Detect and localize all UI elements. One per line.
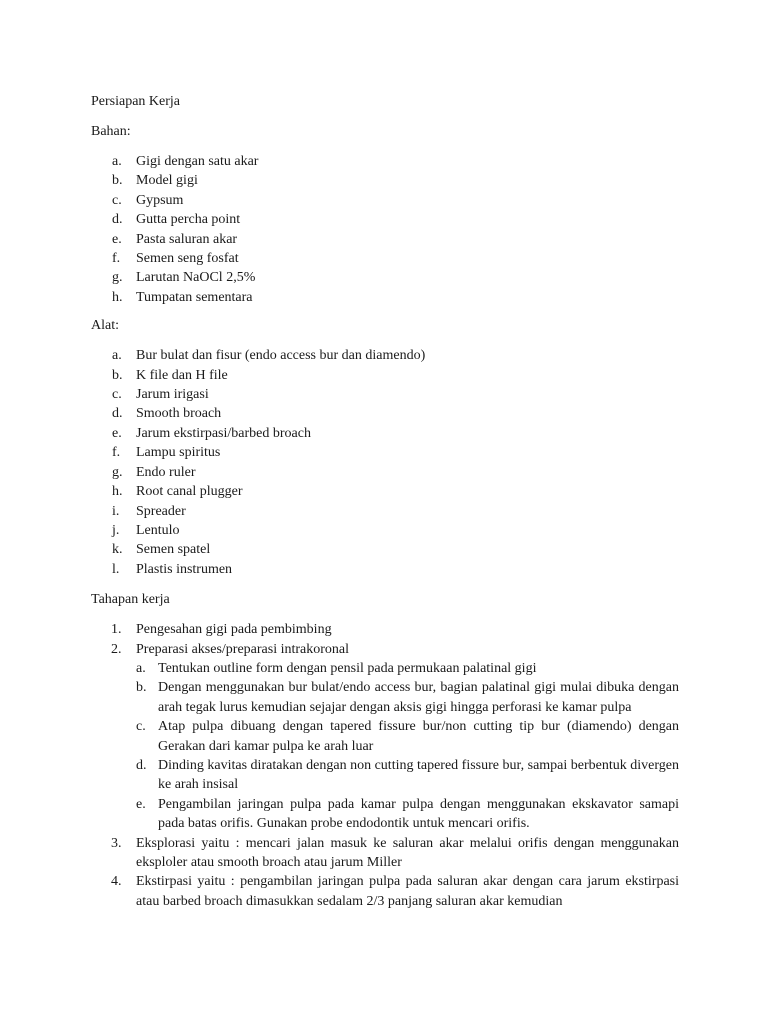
step-item: [91, 872, 679, 911]
list-item: [91, 424, 679, 443]
substep-text: Atap pulpa dibuang dengan tapered fissure bur/non cutting tip bur (diamendo) dengan Gerakan dari kamar pulpa ke arah luar: [158, 719, 679, 754]
substep-item: [136, 659, 679, 678]
substep-text: Tentukan outline form dengan pensil pada permukaan palatinal gigi: [158, 660, 537, 676]
list-marker: d.: [112, 212, 123, 228]
list-marker: f.: [112, 251, 121, 267]
list-item: [91, 540, 679, 559]
list-item: [91, 152, 679, 171]
list-marker: i.: [112, 503, 120, 519]
step-text: Preparasi akses/preparasi intrakoronal: [136, 641, 350, 657]
list-item: [91, 210, 679, 229]
substep-marker: a.: [136, 660, 146, 676]
step-text: Pengesahan gigi pada pembimbing: [136, 622, 332, 638]
list-marker: f.: [112, 445, 121, 461]
bahan-heading: Bahan:: [91, 124, 131, 139]
list-item-text: Pasta saluran akar: [136, 231, 238, 247]
step-text: Eksplorasi yaitu : mencari jalan masuk ke saluran akar melalui orifis dengan menggunakan eksploler atau smooth broach atau jarum Miller: [136, 835, 679, 870]
list-item-text: Lampu spiritus: [136, 445, 221, 461]
step-item: [91, 640, 679, 834]
list-item-text: Endo ruler: [136, 464, 196, 480]
list-item: [91, 404, 679, 423]
tahapan-list: [91, 620, 679, 911]
list-item: [91, 268, 679, 287]
step-marker: 1.: [111, 622, 122, 638]
list-item-text: Gypsum: [136, 192, 184, 208]
alat-list: [91, 346, 679, 579]
tahapan-heading: Tahapan kerja: [91, 592, 170, 608]
list-marker: h.: [112, 289, 123, 305]
list-item: [91, 560, 679, 579]
list-marker: l.: [112, 561, 120, 577]
list-marker: g.: [112, 270, 123, 286]
document-page: [91, 92, 679, 911]
substep-item: [136, 717, 679, 756]
list-marker: g.: [112, 464, 123, 480]
substep-text: Pengambilan jaringan pulpa pada kamar pulpa dengan menggunakan ekskavator samapi pada batas orifis. Gunakan probe endodontik untuk mencari orifis.: [158, 796, 679, 832]
list-item-text: Tumpatan sementara: [136, 289, 253, 305]
list-marker: h.: [112, 484, 123, 500]
list-item-text: Model gigi: [136, 173, 198, 189]
list-marker: a.: [112, 154, 122, 169]
list-item: [91, 443, 679, 462]
list-item: [91, 230, 679, 249]
step-item: [91, 620, 679, 639]
list-marker: a.: [112, 348, 122, 364]
substep-item: [136, 678, 679, 717]
list-item-text: Larutan NaOCl 2,5%: [136, 270, 256, 286]
list-item-text: K file dan H file: [136, 367, 228, 383]
list-item: [91, 288, 679, 307]
list-item: [91, 346, 679, 365]
list-item-text: Semen seng fosfat: [136, 251, 239, 267]
list-item: [91, 171, 679, 190]
list-item: [91, 366, 679, 385]
step-marker: 2.: [111, 641, 122, 657]
list-marker: b.: [112, 173, 123, 189]
substep-marker: b.: [136, 680, 147, 696]
list-item: [91, 521, 679, 540]
document-title: Persiapan Kerja: [91, 94, 181, 109]
substep-item: [136, 795, 679, 834]
bahan-list: [91, 152, 679, 307]
alat-heading: Alat:: [91, 318, 119, 334]
substep-marker: c.: [136, 719, 146, 735]
list-marker: e.: [112, 425, 122, 441]
list-item: [91, 191, 679, 210]
list-item-text: Jarum irigasi: [136, 387, 209, 403]
substep-list: [136, 659, 679, 834]
list-marker: e.: [112, 231, 122, 247]
list-item: [91, 463, 679, 482]
list-marker: c.: [112, 192, 122, 208]
substep-text: Dinding kavitas diratakan dengan non cutting tapered fissure bur, sampai berbentuk divergen ke arah insisal: [158, 757, 679, 793]
list-item-text: Smooth broach: [136, 406, 222, 422]
substep-marker: d.: [136, 757, 147, 773]
substep-item: [136, 756, 679, 795]
step-item: [91, 834, 679, 873]
substep-marker: e.: [136, 796, 146, 812]
list-item-text: Gutta percha point: [136, 212, 241, 228]
list-item-text: Semen spatel: [136, 542, 211, 558]
list-item-text: Gigi dengan satu akar: [136, 154, 259, 169]
list-item-text: Spreader: [136, 503, 186, 519]
list-item: [91, 502, 679, 521]
step-marker: 3.: [111, 835, 122, 851]
list-item-text: Root canal plugger: [136, 484, 243, 500]
list-item-text: Jarum ekstirpasi/barbed broach: [136, 425, 311, 441]
list-item-text: Bur bulat dan fisur (endo access bur dan diamendo): [136, 348, 426, 364]
list-item: [91, 249, 679, 268]
list-marker: j.: [112, 522, 120, 538]
list-item: [91, 482, 679, 501]
list-marker: k.: [112, 542, 123, 558]
substep-text: Dengan menggunakan bur bulat/endo access bur, bagian palatinal gigi mulai dibuka dengan arah tegak lurus kemudian sejajar dengan aksis gigi hingga perforasi ke kamar pulpa: [158, 680, 679, 715]
list-item-text: Lentulo: [136, 522, 180, 538]
list-marker: b.: [112, 367, 123, 383]
list-item-text: Plastis instrumen: [136, 561, 233, 577]
list-item: [91, 385, 679, 404]
list-marker: c.: [112, 387, 122, 403]
list-marker: d.: [112, 406, 123, 422]
step-marker: 4.: [111, 874, 122, 890]
step-text: Ekstirpasi yaitu : pengambilan jaringan pulpa pada saluran akar dengan cara jarum ekstirpasi atau barbed broach dimasukkan sedalam 2/3 panjang saluran akar kemudian: [136, 874, 679, 909]
